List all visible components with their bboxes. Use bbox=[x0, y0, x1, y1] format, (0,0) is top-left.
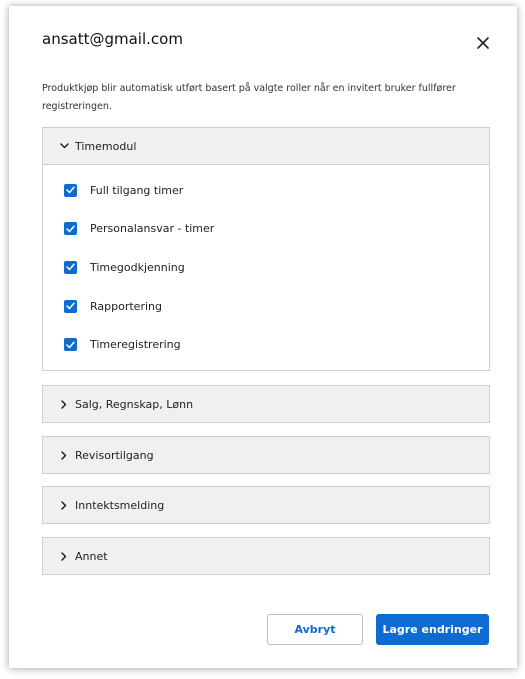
checkbox-label: Personalansvar - timer bbox=[90, 222, 215, 236]
save-button[interactable]: Lagre endringer bbox=[376, 614, 489, 645]
checkbox-label: Timegodkjenning bbox=[90, 260, 185, 274]
checkbox[interactable] bbox=[64, 261, 77, 274]
checkbox[interactable] bbox=[64, 300, 77, 313]
section-label: Revisortilgang bbox=[75, 448, 154, 462]
checkbox-row-timeregistrering[interactable] bbox=[43, 325, 489, 364]
chevron-right-icon bbox=[59, 551, 69, 561]
checkbox-row-timegodkjenning[interactable] bbox=[43, 248, 489, 287]
close-icon bbox=[477, 37, 489, 49]
chevron-down-icon bbox=[59, 141, 69, 151]
checkmark-icon bbox=[66, 341, 75, 349]
checkbox-label: Full tilgang timer bbox=[90, 183, 184, 197]
section-revisortilgang bbox=[42, 436, 490, 474]
checkbox[interactable] bbox=[64, 222, 77, 235]
section-inntektsmelding bbox=[42, 486, 490, 524]
checkmark-icon bbox=[66, 186, 75, 194]
checkbox-row-personalansvar-timer[interactable] bbox=[43, 210, 489, 249]
section-label: Annet bbox=[75, 549, 108, 563]
section-timemodul bbox=[42, 127, 490, 371]
checkbox[interactable] bbox=[64, 184, 77, 197]
section-header-salg-regnskap-lonn[interactable] bbox=[43, 386, 489, 422]
section-header-inntektsmelding[interactable] bbox=[43, 487, 489, 523]
section-annet bbox=[42, 537, 490, 575]
cancel-button[interactable]: Avbryt bbox=[267, 614, 363, 645]
section-label: Timemodul bbox=[75, 139, 137, 153]
section-label: Inntektsmelding bbox=[75, 498, 165, 512]
dialog bbox=[9, 6, 517, 668]
section-label: Salg, Regnskap, Lønn bbox=[75, 397, 194, 411]
close-button[interactable] bbox=[472, 32, 494, 54]
checkbox-label: Rapportering bbox=[90, 299, 162, 313]
dialog-description: Produktkjøp blir automatisk utført basert på valgte roller når en invitert bruker fullfører registreringen. bbox=[42, 83, 456, 112]
section-header-annet[interactable] bbox=[43, 538, 489, 574]
section-header-timemodul[interactable] bbox=[43, 128, 489, 165]
checkbox-row-rapportering[interactable] bbox=[43, 287, 489, 326]
checkmark-icon bbox=[66, 263, 75, 271]
dialog-title: ansatt@gmail.com bbox=[42, 30, 183, 48]
chevron-right-icon bbox=[59, 450, 69, 460]
section-body-timemodul bbox=[43, 165, 489, 370]
checkmark-icon bbox=[66, 302, 75, 310]
chevron-right-icon bbox=[59, 500, 69, 510]
checkbox-row-full-tilgang-timer[interactable] bbox=[43, 171, 489, 210]
chevron-right-icon bbox=[59, 399, 69, 409]
section-header-revisortilgang[interactable] bbox=[43, 437, 489, 473]
section-salg-regnskap-lonn bbox=[42, 385, 490, 423]
checkbox-label: Timeregistrering bbox=[90, 338, 181, 352]
checkbox[interactable] bbox=[64, 338, 77, 351]
checkmark-icon bbox=[66, 225, 75, 233]
